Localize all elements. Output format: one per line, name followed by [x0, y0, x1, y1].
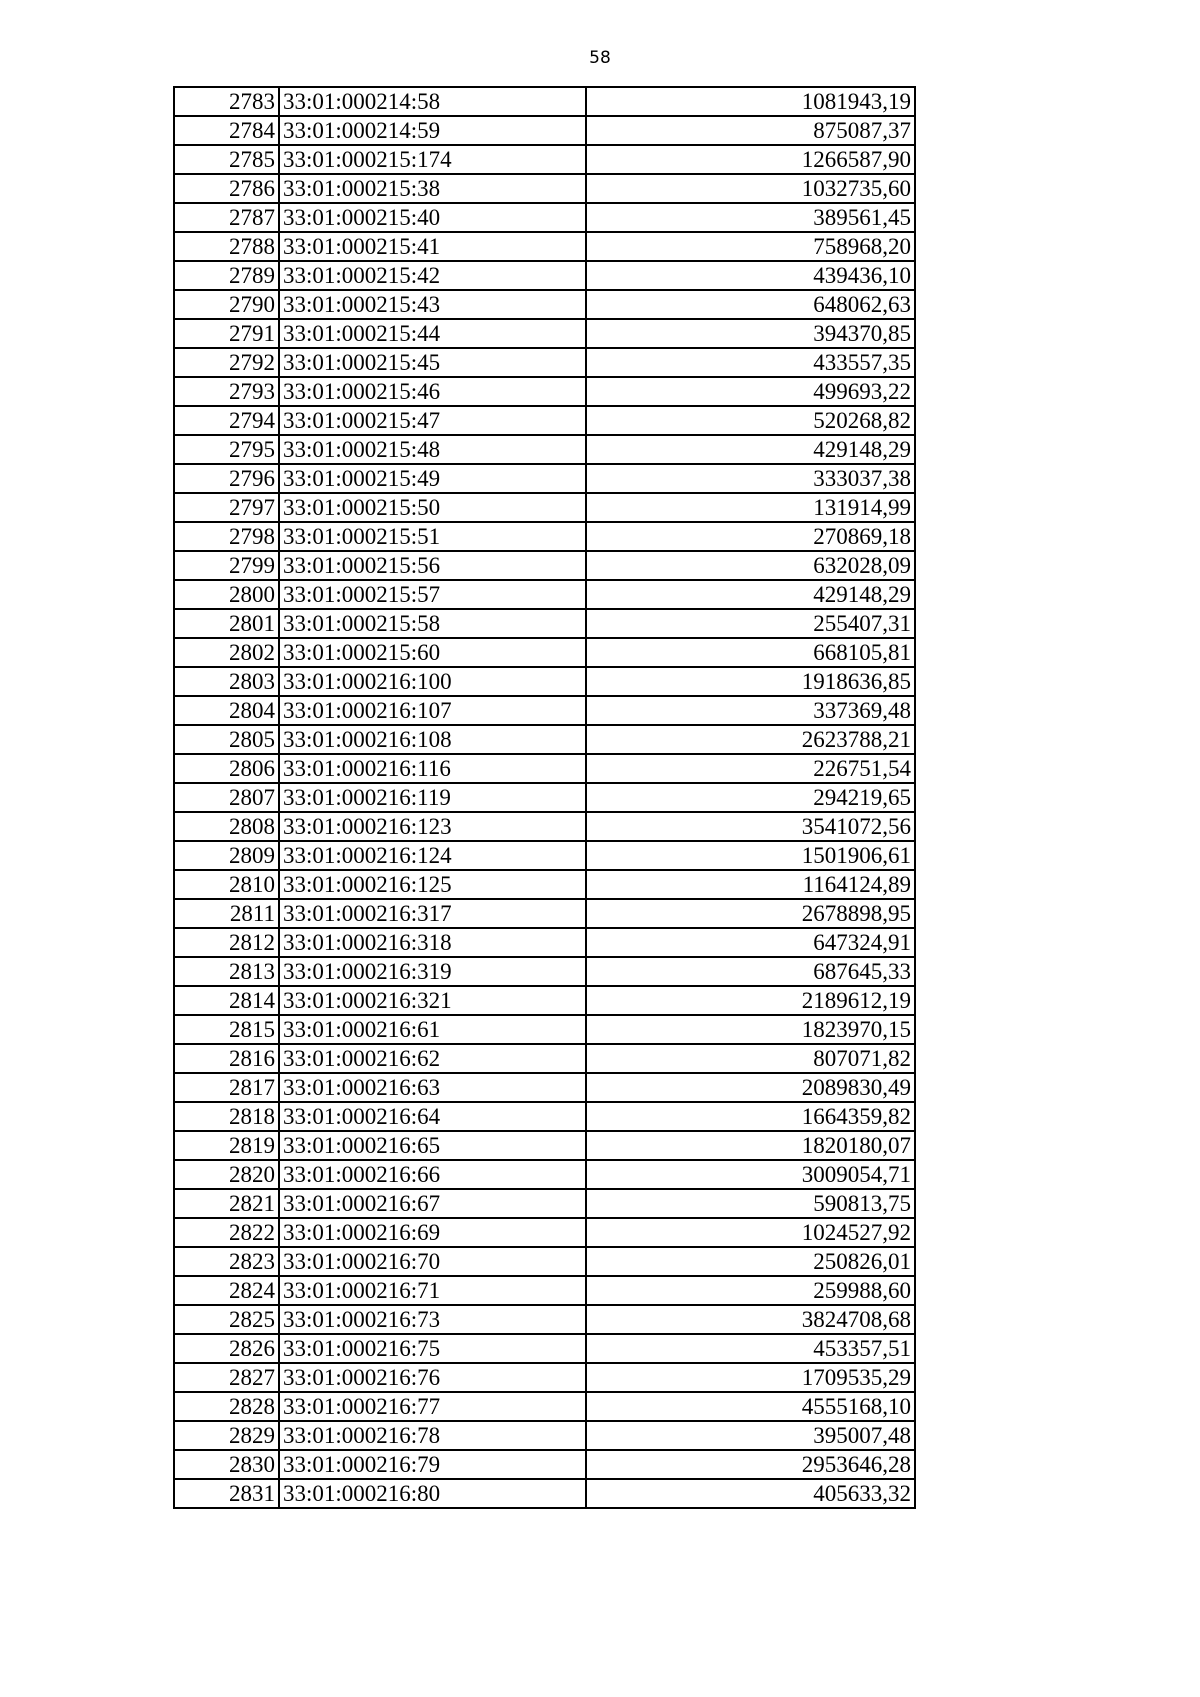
cadastral-value-cell: 405633,32 [586, 1479, 915, 1508]
table-row [174, 348, 915, 377]
cadastral-value-cell: 1820180,07 [586, 1131, 915, 1160]
row-number-cell: 2823 [174, 1247, 279, 1276]
cadastral-number-cell: 33:01:000215:58 [279, 609, 586, 638]
table-row [174, 493, 915, 522]
cadastral-value-cell: 429148,29 [586, 435, 915, 464]
row-number-cell: 2831 [174, 1479, 279, 1508]
table-row [174, 1131, 915, 1160]
table-row [174, 1276, 915, 1305]
table-row [174, 1479, 915, 1508]
cadastral-number-cell: 33:01:000215:57 [279, 580, 586, 609]
cadastral-number-cell: 33:01:000215:60 [279, 638, 586, 667]
cadastral-value-cell: 3541072,56 [586, 812, 915, 841]
row-number-cell: 2792 [174, 348, 279, 377]
cadastral-number-cell: 33:01:000215:45 [279, 348, 586, 377]
cadastral-value-cell: 632028,09 [586, 551, 915, 580]
table-row [174, 1334, 915, 1363]
cadastral-number-cell: 33:01:000216:67 [279, 1189, 586, 1218]
table-row [174, 870, 915, 899]
row-number-cell: 2813 [174, 957, 279, 986]
row-number-cell: 2795 [174, 435, 279, 464]
table-row [174, 928, 915, 957]
cadastral-value-cell: 2953646,28 [586, 1450, 915, 1479]
cadastral-value-cell: 1266587,90 [586, 145, 915, 174]
cadastral-number-cell: 33:01:000215:49 [279, 464, 586, 493]
cadastral-number-cell: 33:01:000216:69 [279, 1218, 586, 1247]
cadastral-value-cell: 3824708,68 [586, 1305, 915, 1334]
row-number-cell: 2784 [174, 116, 279, 145]
table-row [174, 783, 915, 812]
cadastral-value-cell: 395007,48 [586, 1421, 915, 1450]
table-row [174, 841, 915, 870]
cadastral-value-cell: 337369,48 [586, 696, 915, 725]
cadastral-number-cell: 33:01:000215:38 [279, 174, 586, 203]
cadastral-number-cell: 33:01:000216:116 [279, 754, 586, 783]
table-row [174, 290, 915, 319]
cadastral-value-cell: 226751,54 [586, 754, 915, 783]
cadastral-value-cell: 1823970,15 [586, 1015, 915, 1044]
table-row [174, 174, 915, 203]
table-row [174, 986, 915, 1015]
table-row [174, 319, 915, 348]
cadastral-number-cell: 33:01:000216:108 [279, 725, 586, 754]
cadastral-value-cell: 2678898,95 [586, 899, 915, 928]
row-number-cell: 2820 [174, 1160, 279, 1189]
table-row [174, 725, 915, 754]
row-number-cell: 2800 [174, 580, 279, 609]
table-row [174, 609, 915, 638]
cadastral-number-cell: 33:01:000216:62 [279, 1044, 586, 1073]
row-number-cell: 2807 [174, 783, 279, 812]
table-row [174, 957, 915, 986]
table-row [174, 261, 915, 290]
row-number-cell: 2815 [174, 1015, 279, 1044]
table-row [174, 522, 915, 551]
cadastral-value-cell: 499693,22 [586, 377, 915, 406]
table-row [174, 1363, 915, 1392]
table-row [174, 145, 915, 174]
row-number-cell: 2790 [174, 290, 279, 319]
cadastral-value-cell: 1081943,19 [586, 87, 915, 116]
cadastral-number-cell: 33:01:000216:125 [279, 870, 586, 899]
cadastral-number-cell: 33:01:000215:47 [279, 406, 586, 435]
table-row [174, 667, 915, 696]
row-number-cell: 2829 [174, 1421, 279, 1450]
table-row [174, 1160, 915, 1189]
table-row [174, 1218, 915, 1247]
row-number-cell: 2828 [174, 1392, 279, 1421]
cadastral-number-cell: 33:01:000216:66 [279, 1160, 586, 1189]
cadastral-value-cell: 1918636,85 [586, 667, 915, 696]
table-row [174, 551, 915, 580]
cadastral-number-cell: 33:01:000215:41 [279, 232, 586, 261]
cadastral-number-cell: 33:01:000216:75 [279, 1334, 586, 1363]
cadastral-number-cell: 33:01:000216:61 [279, 1015, 586, 1044]
cadastral-value-cell: 259988,60 [586, 1276, 915, 1305]
row-number-cell: 2816 [174, 1044, 279, 1073]
table-row [174, 1189, 915, 1218]
cadastral-value-cell: 394370,85 [586, 319, 915, 348]
table-row [174, 1073, 915, 1102]
cadastral-value-table [173, 86, 916, 1509]
row-number-cell: 2796 [174, 464, 279, 493]
cadastral-number-cell: 33:01:000215:40 [279, 203, 586, 232]
cadastral-value-cell: 429148,29 [586, 580, 915, 609]
table-row [174, 696, 915, 725]
table-row [174, 1247, 915, 1276]
row-number-cell: 2783 [174, 87, 279, 116]
row-number-cell: 2822 [174, 1218, 279, 1247]
cadastral-number-cell: 33:01:000216:124 [279, 841, 586, 870]
row-number-cell: 2830 [174, 1450, 279, 1479]
row-number-cell: 2818 [174, 1102, 279, 1131]
row-number-cell: 2793 [174, 377, 279, 406]
cadastral-value-cell: 1032735,60 [586, 174, 915, 203]
table-row [174, 435, 915, 464]
cadastral-value-cell: 250826,01 [586, 1247, 915, 1276]
cadastral-number-cell: 33:01:000214:58 [279, 87, 586, 116]
row-number-cell: 2805 [174, 725, 279, 754]
row-number-cell: 2827 [174, 1363, 279, 1392]
row-number-cell: 2809 [174, 841, 279, 870]
row-number-cell: 2785 [174, 145, 279, 174]
row-number-cell: 2811 [174, 899, 279, 928]
cadastral-number-cell: 33:01:000215:48 [279, 435, 586, 464]
cadastral-value-cell: 687645,33 [586, 957, 915, 986]
cadastral-value-cell: 520268,82 [586, 406, 915, 435]
cadastral-number-cell: 33:01:000216:317 [279, 899, 586, 928]
cadastral-value-cell: 2623788,21 [586, 725, 915, 754]
row-number-cell: 2819 [174, 1131, 279, 1160]
cadastral-value-cell: 807071,82 [586, 1044, 915, 1073]
cadastral-number-cell: 33:01:000215:51 [279, 522, 586, 551]
row-number-cell: 2804 [174, 696, 279, 725]
cadastral-number-cell: 33:01:000216:77 [279, 1392, 586, 1421]
table-row [174, 1421, 915, 1450]
cadastral-value-cell: 1024527,92 [586, 1218, 915, 1247]
cadastral-value-cell: 668105,81 [586, 638, 915, 667]
cadastral-value-cell: 648062,63 [586, 290, 915, 319]
table-row [174, 1044, 915, 1073]
cadastral-number-cell: 33:01:000216:107 [279, 696, 586, 725]
row-number-cell: 2802 [174, 638, 279, 667]
row-number-cell: 2817 [174, 1073, 279, 1102]
cadastral-number-cell: 33:01:000216:63 [279, 1073, 586, 1102]
cadastral-number-cell: 33:01:000216:80 [279, 1479, 586, 1508]
row-number-cell: 2794 [174, 406, 279, 435]
cadastral-number-cell: 33:01:000216:119 [279, 783, 586, 812]
cadastral-number-cell: 33:01:000215:50 [279, 493, 586, 522]
cadastral-value-cell: 2089830,49 [586, 1073, 915, 1102]
row-number-cell: 2821 [174, 1189, 279, 1218]
cadastral-number-cell: 33:01:000215:44 [279, 319, 586, 348]
cadastral-value-cell: 3009054,71 [586, 1160, 915, 1189]
cadastral-number-cell: 33:01:000216:70 [279, 1247, 586, 1276]
table-row [174, 464, 915, 493]
cadastral-number-cell: 33:01:000216:321 [279, 986, 586, 1015]
table-row [174, 232, 915, 261]
table-row [174, 1392, 915, 1421]
cadastral-number-cell: 33:01:000216:65 [279, 1131, 586, 1160]
cadastral-number-cell: 33:01:000216:318 [279, 928, 586, 957]
cadastral-number-cell: 33:01:000215:42 [279, 261, 586, 290]
cadastral-value-cell: 590813,75 [586, 1189, 915, 1218]
cadastral-value-cell: 1164124,89 [586, 870, 915, 899]
table-row [174, 580, 915, 609]
row-number-cell: 2808 [174, 812, 279, 841]
cadastral-number-cell: 33:01:000216:78 [279, 1421, 586, 1450]
cadastral-value-cell: 270869,18 [586, 522, 915, 551]
table-row [174, 87, 915, 116]
table-row [174, 406, 915, 435]
cadastral-number-cell: 33:01:000216:73 [279, 1305, 586, 1334]
table-row [174, 116, 915, 145]
row-number-cell: 2799 [174, 551, 279, 580]
cadastral-value-cell: 1664359,82 [586, 1102, 915, 1131]
cadastral-number-cell: 33:01:000215:56 [279, 551, 586, 580]
row-number-cell: 2791 [174, 319, 279, 348]
cadastral-value-cell: 131914,99 [586, 493, 915, 522]
cadastral-number-cell: 33:01:000216:76 [279, 1363, 586, 1392]
table-row [174, 1102, 915, 1131]
cadastral-number-cell: 33:01:000216:79 [279, 1450, 586, 1479]
table-row [174, 377, 915, 406]
cadastral-value-cell: 389561,45 [586, 203, 915, 232]
cadastral-number-cell: 33:01:000216:71 [279, 1276, 586, 1305]
row-number-cell: 2797 [174, 493, 279, 522]
row-number-cell: 2786 [174, 174, 279, 203]
row-number-cell: 2810 [174, 870, 279, 899]
row-number-cell: 2801 [174, 609, 279, 638]
cadastral-value-cell: 875087,37 [586, 116, 915, 145]
page-number: 58 [589, 48, 611, 68]
cadastral-number-cell: 33:01:000215:46 [279, 377, 586, 406]
row-number-cell: 2825 [174, 1305, 279, 1334]
cadastral-value-cell: 453357,51 [586, 1334, 915, 1363]
cadastral-value-cell: 647324,91 [586, 928, 915, 957]
cadastral-value-cell: 294219,65 [586, 783, 915, 812]
cadastral-value-cell: 758968,20 [586, 232, 915, 261]
cadastral-number-cell: 33:01:000216:319 [279, 957, 586, 986]
cadastral-number-cell: 33:01:000215:174 [279, 145, 586, 174]
cadastral-value-cell: 255407,31 [586, 609, 915, 638]
cadastral-number-cell: 33:01:000216:64 [279, 1102, 586, 1131]
row-number-cell: 2789 [174, 261, 279, 290]
row-number-cell: 2812 [174, 928, 279, 957]
row-number-cell: 2824 [174, 1276, 279, 1305]
cadastral-value-cell: 433557,35 [586, 348, 915, 377]
row-number-cell: 2826 [174, 1334, 279, 1363]
cadastral-value-cell: 1709535,29 [586, 1363, 915, 1392]
table-row [174, 1305, 915, 1334]
table-row [174, 899, 915, 928]
table-row [174, 812, 915, 841]
row-number-cell: 2798 [174, 522, 279, 551]
row-number-cell: 2787 [174, 203, 279, 232]
table-row [174, 638, 915, 667]
cadastral-value-cell: 439436,10 [586, 261, 915, 290]
cadastral-number-cell: 33:01:000215:43 [279, 290, 586, 319]
table-row [174, 1015, 915, 1044]
row-number-cell: 2788 [174, 232, 279, 261]
table-row [174, 1450, 915, 1479]
row-number-cell: 2803 [174, 667, 279, 696]
cadastral-number-cell: 33:01:000216:100 [279, 667, 586, 696]
cadastral-value-cell: 2189612,19 [586, 986, 915, 1015]
cadastral-value-cell: 333037,38 [586, 464, 915, 493]
table-row [174, 754, 915, 783]
row-number-cell: 2814 [174, 986, 279, 1015]
cadastral-value-cell: 4555168,10 [586, 1392, 915, 1421]
row-number-cell: 2806 [174, 754, 279, 783]
table-body [174, 87, 915, 1508]
cadastral-number-cell: 33:01:000214:59 [279, 116, 586, 145]
table-row [174, 203, 915, 232]
cadastral-value-cell: 1501906,61 [586, 841, 915, 870]
cadastral-number-cell: 33:01:000216:123 [279, 812, 586, 841]
